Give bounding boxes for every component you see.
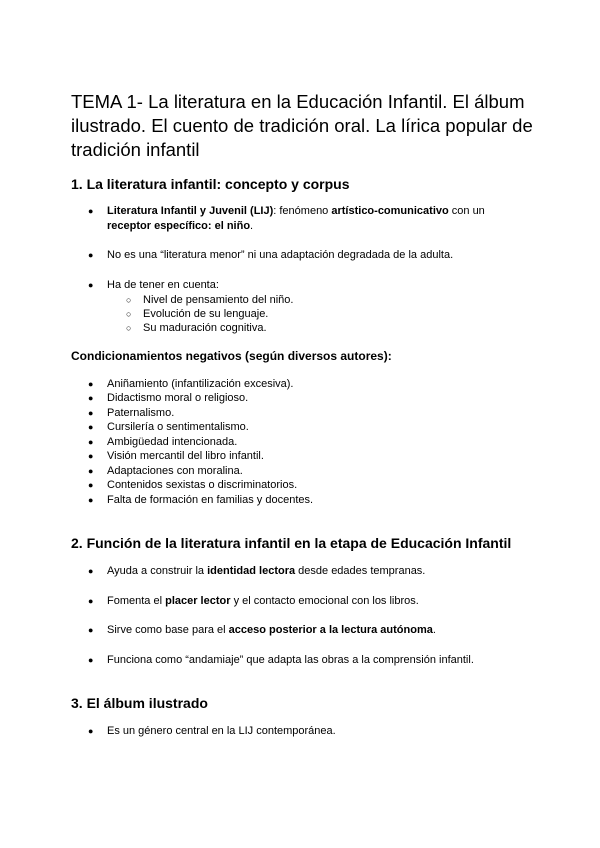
bold-text: placer lector	[165, 595, 231, 607]
list-item-text: Adaptaciones con moralina.	[107, 465, 243, 477]
bullet-icon: ●	[88, 466, 94, 476]
section-1-heading: 1. La literatura infantil: concepto y corpus	[71, 176, 350, 192]
circle-bullet-icon: ○	[126, 323, 132, 333]
text: : fenómeno	[273, 205, 332, 217]
text: .	[432, 624, 436, 636]
list-item-text: Contenidos sexistas o discriminatorios.	[107, 479, 298, 491]
list-item-lij-definition	[88, 204, 485, 234]
list-item	[88, 478, 298, 493]
text: y el contacto emocional con los libros.	[230, 595, 419, 607]
list-item	[88, 564, 426, 579]
list-item	[88, 594, 419, 609]
sub-list-item-text: Nivel de pensamiento del niño.	[143, 294, 294, 306]
text: Fomenta el	[107, 595, 166, 607]
bullet-icon: ●	[88, 726, 94, 736]
list-item	[88, 653, 474, 668]
bullet-icon: ●	[88, 625, 94, 635]
bold-text: Literatura Infantil y Juvenil (LIJ)	[107, 205, 274, 217]
list-item-text: Cursilería o sentimentalismo.	[107, 421, 249, 433]
bold-text: identidad lectora	[207, 565, 296, 577]
list-item-text: Paternalismo.	[107, 407, 175, 419]
list-item	[88, 391, 249, 406]
circle-bullet-icon: ○	[126, 309, 132, 319]
list-item-not-minor	[88, 248, 454, 263]
bullet-icon: ●	[88, 280, 94, 290]
bullet-icon: ●	[88, 451, 94, 461]
list-item-text: No es una “literatura menor” ni una adaptación degradada de la adulta.	[107, 249, 454, 261]
circle-bullet-icon: ○	[126, 295, 132, 305]
list-item-text: Es un género central en la LIJ contemporánea.	[107, 725, 336, 737]
text: .	[250, 220, 254, 232]
bold-text: artístico-comunicativo	[331, 205, 449, 217]
list-item-text: Ambigüedad intencionada.	[107, 436, 238, 448]
bullet-icon: ●	[88, 596, 94, 606]
bullet-icon: ●	[88, 437, 94, 447]
list-item-text: Didactismo moral o religioso.	[107, 392, 249, 404]
list-item	[88, 724, 336, 739]
list-item-text: Funciona como “andamiaje” que adapta las obras a la comprensión infantil.	[107, 654, 474, 666]
bullet-icon: ●	[88, 495, 94, 505]
list-item-text: Visión mercantil del libro infantil.	[107, 450, 264, 462]
list-item	[88, 623, 436, 638]
bullet-icon: ●	[88, 250, 94, 260]
bullet-icon: ●	[88, 480, 94, 490]
section-3-heading: 3. El álbum ilustrado	[71, 695, 208, 711]
document-title: TEMA 1- La literatura en la Educación Infantil. El álbum ilustrado. El cuento de tradición oral. La lírica popular de tradición infantil	[71, 91, 533, 160]
list-item	[88, 406, 175, 421]
list-item	[88, 377, 294, 392]
negatives-subheading: Condicionamientos negativos (según diversos autores):	[71, 349, 392, 363]
bold-text: receptor específico: el niño	[107, 220, 251, 232]
bullet-icon: ●	[88, 655, 94, 665]
bullet-icon: ●	[88, 206, 94, 216]
list-item	[88, 435, 238, 450]
section-2-heading: 2. Función de la literatura infantil en la etapa de Educación Infantil	[71, 535, 512, 551]
sub-list-item	[126, 321, 267, 335]
bullet-icon: ●	[88, 422, 94, 432]
sub-list-item	[126, 293, 294, 307]
text: con un	[448, 205, 485, 217]
list-item	[88, 420, 249, 435]
text: desde edades tempranas.	[295, 565, 426, 577]
text: Sirve como base para el	[107, 624, 229, 636]
list-item-text: Ha de tener en cuenta:	[107, 279, 219, 291]
list-item	[88, 464, 243, 479]
bullet-icon: ●	[88, 408, 94, 418]
list-item-consider	[88, 278, 219, 293]
bullet-icon: ●	[88, 566, 94, 576]
sub-list-item	[126, 307, 269, 321]
list-item	[88, 493, 314, 508]
list-item-text: Aniñamiento (infantilización excesiva).	[107, 378, 294, 390]
bullet-icon: ●	[88, 393, 94, 403]
bullet-icon: ●	[88, 379, 94, 389]
sub-list-item-text: Su maduración cognitiva.	[143, 322, 267, 334]
sub-list-item-text: Evolución de su lenguaje.	[143, 308, 269, 320]
bold-text: acceso posterior a la lectura autónoma	[228, 624, 433, 636]
list-item	[88, 449, 264, 464]
text: Ayuda a construir la	[107, 565, 208, 577]
list-item-text: Falta de formación en familias y docentes.	[107, 494, 314, 506]
